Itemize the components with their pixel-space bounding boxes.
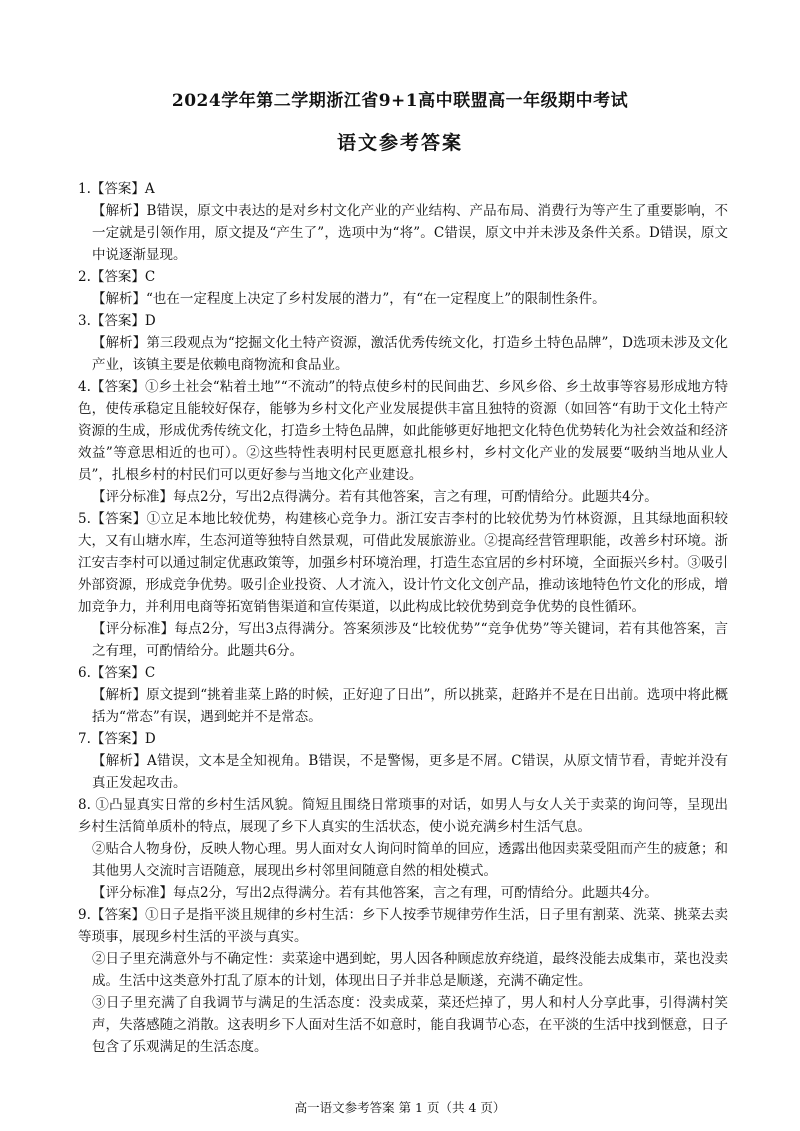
answer-item-1 [78, 178, 728, 266]
answer-head: 3.【答案】D [78, 313, 156, 329]
answer-explanation: 【解析】A错误，文本是全知视角。B错误，不是警惕，更多是不屑。C错误，从原文情节看，青蛇并没有真正发起攻击。 [92, 753, 728, 791]
answer-item-4 [78, 376, 728, 508]
answer-list [78, 178, 728, 1058]
answer-head: 4.【答案】①乡土社会“粘着土地”“不流动”的特点使乡村的民间曲艺、乡风乡俗、乡土故事等容易形成地方特色，使传承稳定且能较好保存，能够为乡村文化产业发展提供丰富且独特的资源（如回答“有助于文化土特产资源的生成，形成优秀传统文化，打造乡土特色品牌，如此能够更好地把文化特色优势转化为社会效益和经济效益”等意思相近的也可）。②这些特性表明村民更愿意扎根乡村，乡村文化产业的发展要“吸纳当地从业人员”，扎根乡村的村民们可以更好参与当地文化产业建设。 [78, 379, 728, 483]
answer-explanation: 【解析】第三段观点为“挖掘文化土特产资源，激活优秀传统文化，打造乡土特色品牌”，D选项未涉及文化产业，该镇主要是依赖电商物流和食品业。 [92, 335, 728, 373]
answer-head: 2.【答案】C [78, 269, 156, 285]
answer-explanation: 【解析】“也在一定程度上决定了乡村发展的潜力”，有“在一定程度上”的限制性条件。 [92, 291, 606, 307]
scoring-standard: 【评分标准】每点2分，写出2点得满分。若有其他答案，言之有理，可酌情给分。此题共4分。 [92, 885, 658, 901]
answer-item-6 [78, 662, 728, 728]
answer-item-9 [78, 904, 728, 1058]
answer-item-7 [78, 728, 728, 794]
answer-point: ③日子里充满了自我调节与满足的生活态度：没卖成菜，菜还烂掉了，男人和村人分享此事，引得满村笑声，失落感随之消散。这表明乡下人面对生活不如意时，能自我调节心态，在平淡的生活中找到惬意，日子包含了乐观满足的生活态度。 [92, 995, 728, 1055]
answer-item-8 [78, 794, 728, 904]
answer-head: 9.【答案】①日子是指平淡且规律的乡村生活：乡下人按季节规律劳作生活，日子里有割菜、洗菜、挑菜去卖等琐事，展现乡村生活的平淡与真实。 [78, 907, 728, 945]
exam-title: 2024学年第二学期浙江省9+1高中联盟高一年级期中考试 [171, 91, 629, 111]
page-footer: 高一语文参考答案 第 1 页（共 4 页） [294, 1100, 506, 1115]
answer-item-5 [78, 508, 728, 662]
scoring-standard: 【评分标准】每点2分，写出2点得满分。若有其他答案，言之有理，可酌情给分。此题共4分。 [92, 489, 658, 505]
answer-point: ②贴合人物身份，反映人物心理。男人面对女人询问时简单的回应，透露出他因卖菜受阻而产生的疲惫；和其他男人交流时言语随意，展现出乡村邻里间随意自然的相处模式。 [92, 841, 728, 879]
answer-head: 7.【答案】D [78, 731, 156, 747]
answer-head: 8. ①凸显真实日常的乡村生活风貌。简短且围绕日常琐事的对话，如男人与女人关于卖菜的询问等，呈现出乡村生活简单质朴的特点，展现了乡下人真实的生活状态，使小说充满乡村生活气息。 [78, 797, 728, 835]
scoring-standard: 【评分标准】每点2分，写出3点得满分。答案须涉及“比较优势”“竞争优势”等关键词，若有其他答案，言之有理，可酌情给分。此题共6分。 [92, 621, 728, 659]
answer-head: 5.【答案】①立足本地比较优势，构建核心竞争力。浙江安吉李村的比较优势为竹林资源，且其绿地面积较大，又有山塘水库，生态河道等独特自然景观，可借此发展旅游业。②提高经营管理职能，改善乡村环境。浙江安吉李村可以通过制定优惠政策等，加强乡村环境治理，打造生态宜居的乡村环境，全面振兴乡村。③吸引外部资源，形成竞争优势。吸引企业投资、人才流入，设计竹文化文创产品，推动该地特色竹文化的形成，增加竞争力，并利用电商等拓宽销售渠道和宣传渠道，以此构成比较优势到竞争优势的良性循环。 [78, 511, 728, 615]
answer-explanation: 【解析】原文提到“挑着韭菜上路的时候，正好迎了日出”，所以挑菜，赶路并不是在日出前。选项中将此概括为“常态”有误，遇到蛇并不是常态。 [92, 687, 728, 725]
answer-head: 1.【答案】A [78, 181, 155, 197]
answer-item-3 [78, 310, 728, 376]
answer-item-2 [78, 266, 728, 310]
answer-explanation: 【解析】B错误，原文中表达的是对乡村文化产业的产业结构、产品布局、消费行为等产生了重要影响，不一定就是引领作用，原文提及“产生了”，选项中为“将”。C错误，原文中并未涉及条件关系。D错误，原文中说逐渐显现。 [92, 203, 728, 263]
answer-point: ②日子里充满意外与不确定性：卖菜途中遇到蛇，男人因各种顾虑放弃绕道，最终没能去成集市，菜也没卖成。生活中这类意外打乱了原本的计划，体现出日子并非总是顺遂，充满不确定性。 [92, 951, 728, 989]
answer-head: 6.【答案】C [78, 665, 156, 681]
answer-key-title: 语文参考答案 [336, 132, 463, 154]
